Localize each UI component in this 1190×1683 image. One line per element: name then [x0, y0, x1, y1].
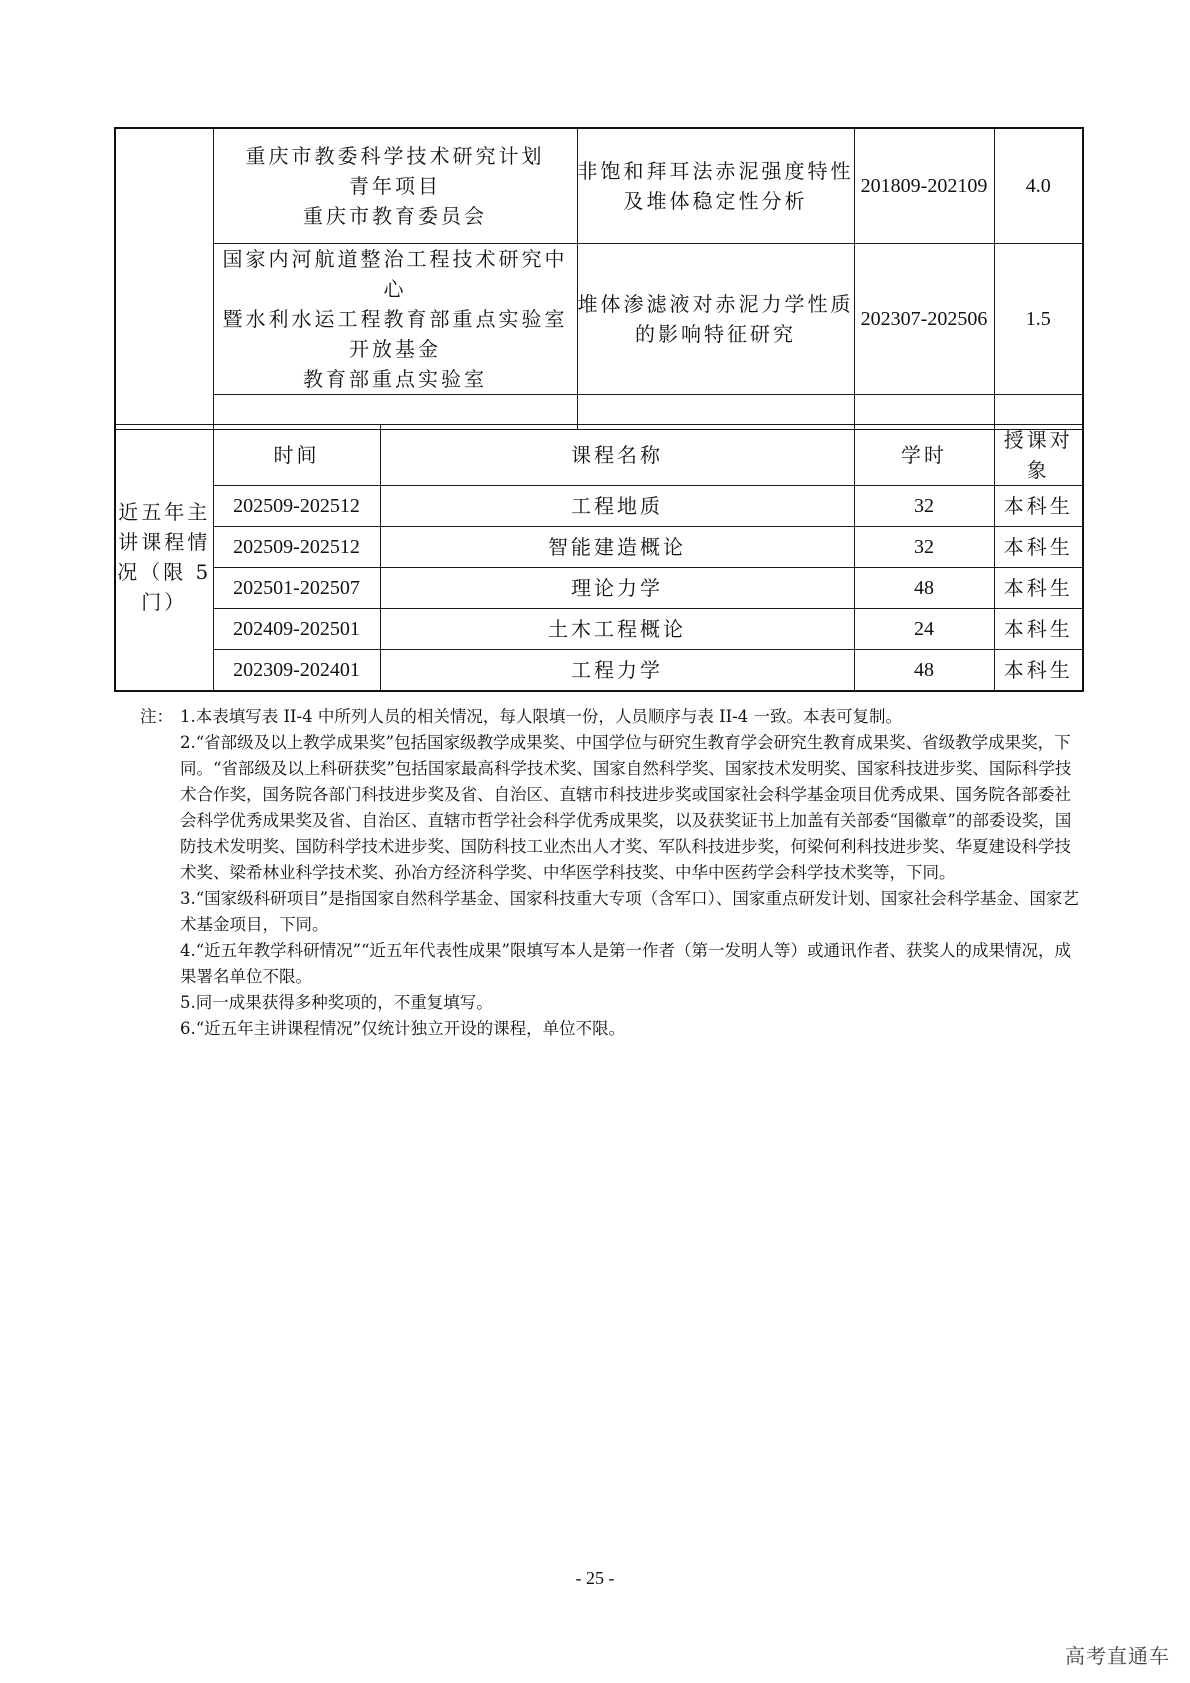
course-audience: 本科生 [994, 650, 1083, 691]
page-number: - 25 - [575, 1568, 615, 1588]
project-funding: 4.0 [994, 128, 1083, 243]
project-row [115, 243, 1083, 394]
course-row [115, 650, 1083, 691]
course-row [115, 568, 1083, 609]
course-hours: 48 [854, 568, 994, 609]
note-item: 2.“省部级及以上教学成果奖”包括国家级教学成果奖、中国学位与研究生教育学会研究生教育成果奖、省级教学成果奖，下同。“省部级及以上科研获奖”包括国家最高科学技术奖、国家自然科学奖、国家技术发明奖、国家科技进步奖、国际科学技术合作奖，国务院各部门科技进步奖及省、自治区、直辖市科技进步奖或国家社会科学基金项目优秀成果、国务院各部委社会科学优秀成果奖及省、自治区、直辖市哲学社会科学优秀成果奖，以及获奖证书上加盖有关部委“国徽章”的部委设奖，国防技术发明奖、国防科学技术进步奖、国防科技工业杰出人才奖、军队科技进步奖，何梁何利科技进步奖、华夏建设科学技术奖、梁希林业科学技术奖、孙冶方经济科学奖、中华医学科技奖、中华中医药学会科学技术奖等，下同。 [180, 733, 1072, 882]
course-name: 工程地质 [380, 486, 854, 527]
course-row [115, 527, 1083, 568]
course-audience: 本科生 [994, 527, 1083, 568]
header-hours: 学时 [854, 425, 994, 486]
course-time: 202509-202512 [213, 527, 380, 568]
course-time: 202501-202507 [213, 568, 380, 609]
course-time: 202309-202401 [213, 650, 380, 691]
note-item: 4.“近五年教学科研情况”“近五年代表性成果”限填写本人是第一作者（第一发明人等）或通讯作者、获奖人的成果情况，成果署名单位不限。 [180, 941, 1071, 986]
course-hours: 48 [854, 650, 994, 691]
note-item: 注： 1.本表填写表 II-4 中所列人员的相关情况，每人限填一份，人员顺序与表 II-4 一致。本表可复制。 [140, 704, 1080, 730]
project-title: 堆体渗滤液对赤泥力学性质 的影响特征研究 [577, 243, 854, 394]
course-row [115, 609, 1083, 650]
course-name: 智能建造概论 [380, 527, 854, 568]
watermark: 高考直通车 [1065, 1644, 1170, 1668]
header-audience: 授课对象 [994, 425, 1083, 486]
header-course-name: 课程名称 [380, 425, 854, 486]
course-time: 202409-202501 [213, 609, 380, 650]
courses-table [114, 424, 1084, 692]
course-time: 202509-202512 [213, 486, 380, 527]
course-row [115, 486, 1083, 527]
project-funding: 1.5 [994, 243, 1083, 394]
category-cell [115, 128, 213, 429]
course-name: 土木工程概论 [380, 609, 854, 650]
project-source: 国家内河航道整治工程技术研究中心 暨水利水运工程教育部重点实验室 开放基金 教育部重点实验室 [213, 243, 577, 394]
project-title: 非饱和拜耳法赤泥强度特性 及堆体稳定性分析 [577, 128, 854, 243]
note-item: 5.同一成果获得多种奖项的，不重复填写。 [180, 993, 493, 1012]
course-audience: 本科生 [994, 609, 1083, 650]
project-source: 重庆市教委科学技术研究计划 青年项目 重庆市教育委员会 [213, 128, 577, 243]
courses-header-row [115, 425, 1083, 486]
note-item: 6.“近五年主讲课程情况”仅统计独立开设的课程，单位不限。 [180, 1019, 626, 1038]
project-period: 202307-202506 [854, 243, 994, 394]
project-row [115, 128, 1083, 243]
course-name: 理论力学 [380, 568, 854, 609]
course-name: 工程力学 [380, 650, 854, 691]
course-hours: 24 [854, 609, 994, 650]
notes [140, 704, 1080, 1042]
notes-label: 注： [140, 707, 173, 726]
courses-category-label: 近五年主 讲课程情 况（限 5 门） [115, 425, 213, 691]
course-hours: 32 [854, 527, 994, 568]
header-time: 时间 [213, 425, 380, 486]
projects-table [114, 127, 1084, 430]
course-hours: 32 [854, 486, 994, 527]
course-audience: 本科生 [994, 486, 1083, 527]
note-item: 3.“国家级科研项目”是指国家自然科学基金、国家科技重大专项（含军口）、国家重点研发计划、国家社会科学基金、国家艺术基金项目，下同。 [180, 889, 1079, 934]
project-period: 201809-202109 [854, 128, 994, 243]
course-audience: 本科生 [994, 568, 1083, 609]
